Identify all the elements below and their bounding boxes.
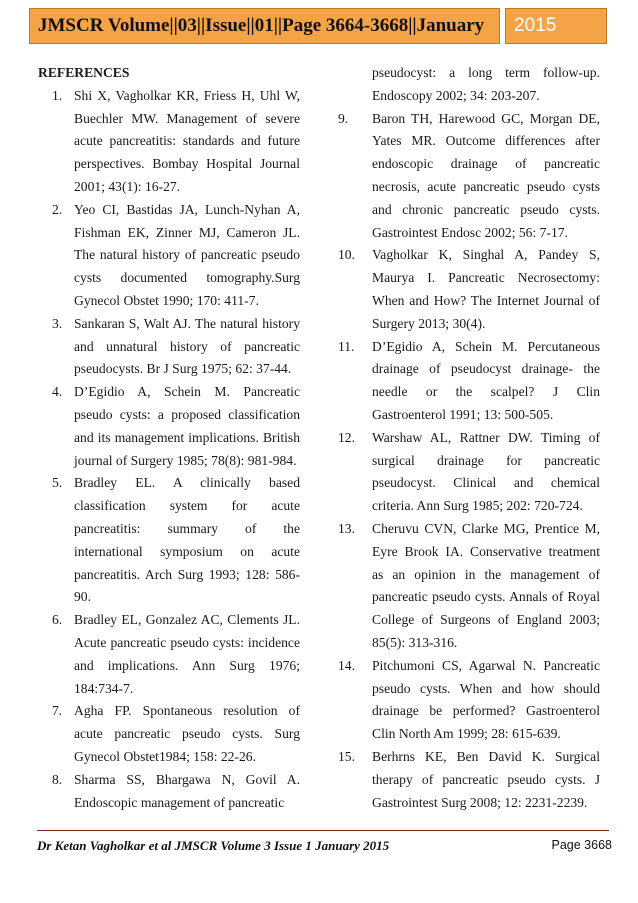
reference-text: Vagholkar K, Singhal A, Pandey S, Maurya I. Pancreatic Necrosectomy: When and How? The Internet Journal of Surgery 2013; 30(4). <box>372 247 600 331</box>
reference-number: 6. <box>52 612 63 628</box>
reference-number: 2. <box>52 201 63 217</box>
journal-header-title: JMSCR Volume||03||Issue||01||Page 3664-3668||January <box>29 8 500 44</box>
reference-number: 1. <box>52 87 63 103</box>
references-heading: REFERENCES <box>38 65 130 80</box>
journal-header-year: 2015 <box>505 8 607 44</box>
reference-item <box>338 336 600 427</box>
reference-text: D’Egidio A, Schein M. Pancreatic pseudo cysts: a proposed classification and its management implications. British journal of Surgery 1985; 78(8): 981-984. <box>74 384 300 468</box>
reference-text: Sharma SS, Bhargawa N, Govil A. Endoscopic management of pancreatic <box>74 771 300 810</box>
reference-number: 10. <box>338 247 355 263</box>
reference-item <box>38 313 300 381</box>
reference-number: 11. <box>338 338 355 354</box>
reference-number: 4. <box>52 384 63 400</box>
reference-item <box>38 85 300 199</box>
reference-item <box>38 199 300 313</box>
footer-rule <box>37 830 609 831</box>
reference-item <box>38 381 300 472</box>
reference-item <box>338 108 600 245</box>
reference-number: 12. <box>338 429 355 445</box>
reference-text: Bradley EL. A clinically based classification system for acute pancreatitis: summary of the international symposium on acute pancreatitis. Arch Surg 1993; 128: 586-90. <box>74 475 300 605</box>
reference-text: Shi X, Vagholkar KR, Friess H, Uhl W, Buechler MW. Management of severe acute pancreatitis: standards and future perspectives. Bombay Hospital Journal 2001; 43(1): 16-27. <box>74 87 300 194</box>
reference-text: Sankaran S, Walt AJ. The natural history and unnatural history of pancreatic pseudocysts. Br J Surg 1975; 62: 37-44. <box>74 315 300 377</box>
reference-number: 5. <box>52 475 63 491</box>
reference-text: Cheruvu CVN, Clarke MG, Prentice M, Eyre Brook IA. Conservative treatment as an opinion in the management of pancreatic pseudo cysts. Annals of Royal College of Surgeons of England 2003; 85(5): 313-316. <box>372 520 600 650</box>
reference-number: 3. <box>52 315 63 331</box>
reference-number: 9. <box>338 110 349 126</box>
reference-item <box>338 427 600 518</box>
reference-text: D’Egidio A, Schein M. Percutaneous drainage of pseudocyst drainage- the needle or the scalpel? J Clin Gastroenterol 1991; 13: 500-505. <box>372 338 600 422</box>
reference-item <box>338 655 600 746</box>
reference-item <box>38 769 300 815</box>
reference-text: Agha FP. Spontaneous resolution of acute pancreatic pseudo cysts. Surg Gynecol Obstet1984; 158: 22-26. <box>74 703 300 764</box>
reference-item <box>38 609 300 700</box>
reference-number: 15. <box>338 748 355 764</box>
reference-item <box>338 244 600 335</box>
footer-page-number: Page 3668 <box>551 838 612 852</box>
references-left-column <box>38 62 300 814</box>
references-list-right <box>338 108 600 815</box>
reference-text: Warshaw AL, Rattner DW. Timing of surgical drainage for pancreatic pseudocyst. Clinical and chemical criteria. Ann Surg 1985; 202: 720-724. <box>372 429 600 514</box>
footer-citation: Dr Ketan Vagholkar et al JMSCR Volume 3 Issue 1 January 2015 <box>37 838 390 853</box>
reference-text: Yeo CI, Bastidas JA, Lunch-Nyhan A, Fishman EK, Zinner MJ, Cameron JL. The natural history of pancreatic pseudo cysts documented tomography.Surg Gynecol Obstet 1990; 170: 411-7. <box>74 201 300 308</box>
reference-text: Baron TH, Harewood GC, Morgan DE, Yates MR. Outcome differences after endoscopic drainage of pancreatic necrosis, acute pancreatic pseudo cysts and chronic pancreatic pseudo cysts. Gastrointest Endosc 2002; 56: 7-17. <box>372 110 600 240</box>
references-right-column <box>338 62 600 814</box>
reference-number: 7. <box>52 703 63 719</box>
reference-number: 13. <box>338 520 355 536</box>
reference-text: Berhrns KE, Ben David K. Surgical therapy of pancreatic pseudo cysts. J Gastrointest Surg 2008; 12: 2231-2239. <box>372 748 600 810</box>
references-list-left <box>38 85 300 815</box>
journal-header <box>29 8 607 44</box>
reference-item <box>338 746 600 814</box>
reference-text: Bradley EL, Gonzalez AC, Clements JL. Acute pancreatic pseudo cysts: incidence and implications. Ann Surg 1976; 184:734-7. <box>74 612 300 696</box>
reference-number: 14. <box>338 657 355 673</box>
reference-item <box>38 700 300 768</box>
reference-8-continuation: pseudocyst: a long term follow-up. Endoscopy 2002; 34: 203-207. <box>372 65 600 103</box>
reference-text: Pitchumoni CS, Agarwal N. Pancreatic pseudo cysts. When and how should drainage be performed? Gastroenterol Clin North Am 1999; 28: 615-639. <box>372 657 600 742</box>
reference-item <box>338 518 600 655</box>
reference-item <box>38 472 300 609</box>
reference-number: 8. <box>52 771 63 787</box>
